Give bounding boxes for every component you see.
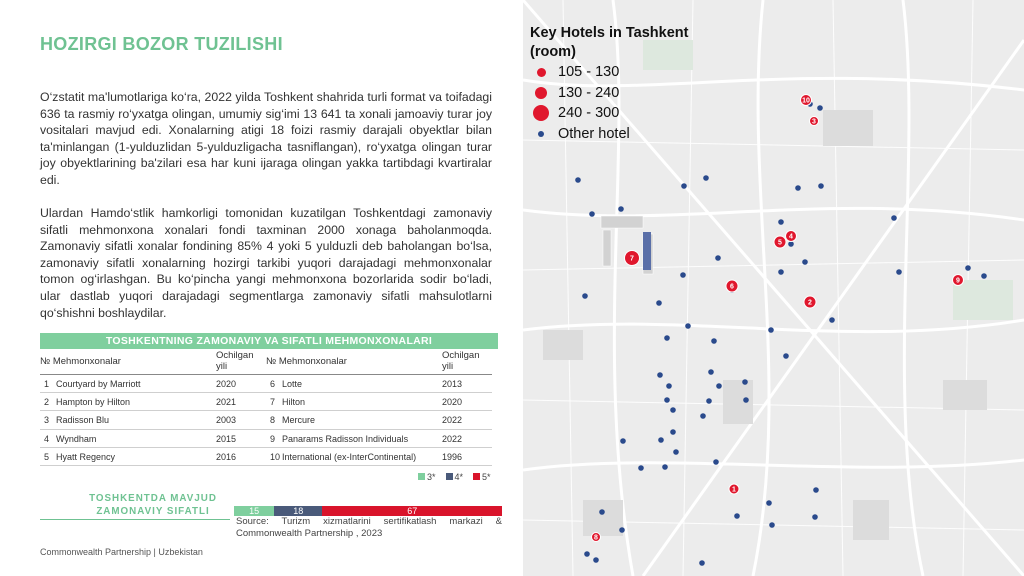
table-row xyxy=(266,430,492,448)
other-hotel-marker xyxy=(891,215,897,221)
bar-segment-0: 15 xyxy=(234,506,274,516)
column-header-name: № Mehmonxonalar xyxy=(266,356,347,367)
table-row xyxy=(40,448,266,466)
other-hotel-marker xyxy=(783,353,789,359)
legend-label: Other hotel xyxy=(558,125,630,142)
svg-text:3: 3 xyxy=(812,118,816,126)
opening-year: 2020 xyxy=(442,397,463,408)
row-number: 7 xyxy=(270,397,276,408)
other-hotel-marker xyxy=(662,464,668,470)
other-hotel-marker xyxy=(656,300,662,306)
row-number: 2 xyxy=(44,397,50,408)
other-hotel-marker xyxy=(768,327,774,333)
key-hotel-marker-6 xyxy=(726,280,738,292)
divider xyxy=(40,519,230,520)
other-hotel-marker xyxy=(742,379,748,385)
legend-item-130-240 xyxy=(530,83,688,104)
hotel-name: Hilton xyxy=(282,397,306,408)
other-hotel-marker xyxy=(795,185,801,191)
legend-item-105-130 xyxy=(530,62,688,83)
table-row xyxy=(266,375,492,393)
other-hotel-marker xyxy=(766,500,772,506)
other-hotel-marker xyxy=(619,527,625,533)
legend-label: 4* xyxy=(454,472,464,482)
column-header-name: № Mehmonxonalar xyxy=(40,356,121,367)
row-number: 3 xyxy=(44,415,50,426)
table-row xyxy=(40,393,266,411)
key-hotel-marker-7 xyxy=(625,251,640,266)
other-hotel-marker xyxy=(658,437,664,443)
opening-year: 2015 xyxy=(216,433,237,444)
table-row xyxy=(40,430,266,448)
paragraph-market-structure: O‘zstatit ma'lumotlariga ko‘ra, 2022 yilda Toshkent shahrida turli format va toifadagi 636 ta rasmiy ro‘yxatga olingan, umumiy sig‘imi 13 641 ta xonali jamoaviy turar joy vositalari mavjud edi. Xonalarning atigi 18 foizi rasmiy darajali obyektlar bilan ta'minlangan (1-yulduzlidan 5-yulduzligacha tasniflangan), ro‘yxatga olingan turar joy obyektlarining ba'zilari esa har kuni ijaraga olingan yakka tartibdagi kvartiralar edi. xyxy=(40,90,492,187)
legend-item-240-300 xyxy=(530,103,688,124)
map-legend-subtitle: (room) xyxy=(530,44,576,60)
svg-text:4: 4 xyxy=(789,233,793,241)
stacked-bar-label: TOSHKENTDA MAVJUD ZAMONAVIY SIFATLI xyxy=(89,493,217,517)
swatch-3-star xyxy=(418,473,425,480)
other-hotel-marker xyxy=(769,522,775,528)
svg-text:2: 2 xyxy=(808,299,812,307)
other-hotel-marker xyxy=(638,465,644,471)
other-hotel-marker xyxy=(582,293,588,299)
row-number: 10 xyxy=(270,451,281,462)
table-row xyxy=(266,411,492,429)
opening-year: 2013 xyxy=(442,379,463,389)
other-hotel-marker xyxy=(743,397,749,403)
legend-3-star xyxy=(418,472,436,482)
opening-year: 1996 xyxy=(442,451,463,462)
other-hotel-marker xyxy=(965,265,971,271)
opening-year: 2016 xyxy=(216,451,237,462)
bar-segment-2: 67 xyxy=(322,506,502,516)
other-hotel-marker xyxy=(812,514,818,520)
column-header-year: Ochilgan yili xyxy=(442,350,480,372)
other-hotel-marker xyxy=(818,183,824,189)
key-hotel-marker-1 xyxy=(729,484,739,494)
hotel-name: Mercure xyxy=(282,415,316,426)
row-number: 9 xyxy=(270,433,276,444)
key-hotel-marker-3 xyxy=(810,117,819,126)
swatch-4-star xyxy=(446,473,453,480)
hotel-name: Radisson Blu xyxy=(56,415,110,426)
other-hotel-marker xyxy=(813,487,819,493)
other-hotel-marker xyxy=(666,383,672,389)
hotel-table-left xyxy=(40,350,266,466)
opening-year: 2003 xyxy=(216,415,237,426)
table-row xyxy=(266,448,492,466)
other-hotel-marker xyxy=(778,219,784,225)
key-hotel-marker-5 xyxy=(774,236,786,248)
hotel-name: Panarams Radisson Individuals xyxy=(282,433,409,444)
key-hotel-marker-4 xyxy=(786,231,797,242)
other-hotel-marker xyxy=(716,383,722,389)
other-hotel-marker xyxy=(681,183,687,189)
large-dot-icon xyxy=(533,105,549,121)
other-hotel-marker xyxy=(670,407,676,413)
opening-year: 2022 xyxy=(442,433,463,444)
hotel-table-heading: TOSHKENTNING ZAMONAVIY VA SIFATLI MEHMONXONALARI xyxy=(40,333,498,349)
map-legend-title: Key Hotels in Tashkent xyxy=(530,25,689,41)
legend-4-star xyxy=(446,472,464,482)
other-hotel-marker xyxy=(703,175,709,181)
other-hotel-marker xyxy=(829,317,835,323)
other-hotel-marker xyxy=(680,272,686,278)
paragraph-modern-hotels: Ulardan Hamdo‘stlik hamkorligi tomonidan kuzatilgan Toshkentdagi zamonaviy sifatli mehmonxona xonalari fondi taxminan 2000 xonaga baholanmoqda. Zamonaviy sifatli xonalar fondining 85% 4 yoki 5 yulduzli deb baholangan bo‘lsa, zamonaviy sifatli xonalarning hozirgi tarkibi yuqori darajadagi mehmonxonalar tomon og‘irlashgan. Bu ko‘pincha yangi mehmonxona bozorlarida sodir bo‘ladi, ular dastlab yuqori darajadagi segmentlarga zamonaviy sifatli mahsulotlarni qo‘shishni boshlaydilar. xyxy=(40,206,492,320)
svg-text:10: 10 xyxy=(802,97,810,105)
key-hotel-marker-8 xyxy=(592,533,601,542)
page-title: HOZIRGI BOZOR TUZILISHI xyxy=(40,34,283,54)
footer: Commonwealth Partnership | Uzbekistan xyxy=(40,547,203,557)
opening-year: 2022 xyxy=(442,415,463,426)
other-hotel-marker xyxy=(734,513,740,519)
other-hotel-marker xyxy=(802,259,808,265)
legend-label: 105 - 130 xyxy=(558,64,620,81)
legend-item-other-hotel xyxy=(530,124,688,145)
hotel-name: International (ex-InterContinental) xyxy=(282,451,417,462)
table-row xyxy=(40,375,266,393)
other-hotel-marker xyxy=(584,551,590,557)
svg-text:7: 7 xyxy=(630,255,634,263)
other-hotel-marker xyxy=(711,338,717,344)
svg-text:5: 5 xyxy=(778,239,782,247)
other-hotel-marker xyxy=(593,557,599,563)
star-category-legend xyxy=(418,472,491,482)
swatch-5-star xyxy=(473,473,480,480)
key-hotel-marker-10 xyxy=(801,95,812,106)
other-hotel-marker xyxy=(664,335,670,341)
row-number: 1 xyxy=(44,379,50,389)
hotel-name: Hampton by Hilton xyxy=(56,397,131,408)
other-hotel-marker xyxy=(599,509,605,515)
other-hotel-marker xyxy=(817,105,823,111)
table-header xyxy=(40,350,266,375)
legend-label: 3* xyxy=(427,472,436,482)
row-number: 5 xyxy=(44,451,50,462)
other-hotel-marker xyxy=(778,269,784,275)
other-hotel-marker xyxy=(706,398,712,404)
hotel-name: Courtyard by Marriott xyxy=(56,379,141,389)
other-hotel-marker xyxy=(981,273,987,279)
hotel-name: Hyatt Regency xyxy=(56,451,116,462)
row-number: 8 xyxy=(270,415,276,426)
other-hotel-marker xyxy=(589,211,595,217)
hotel-name: Lotte xyxy=(282,379,303,389)
legend-label: 130 - 240 xyxy=(558,84,620,101)
svg-text:6: 6 xyxy=(730,283,734,291)
key-hotel-marker-9 xyxy=(953,275,964,286)
table-row xyxy=(40,411,266,429)
table-header xyxy=(266,350,492,375)
legend-label: 240 - 300 xyxy=(558,105,620,122)
row-number: 4 xyxy=(44,433,50,444)
other-hotel-marker xyxy=(708,369,714,375)
other-hotel-marker xyxy=(670,429,676,435)
other-hotel-marker xyxy=(673,449,679,455)
other-hotel-marker xyxy=(713,459,719,465)
other-hotel-marker xyxy=(700,413,706,419)
other-hotel-marker xyxy=(699,560,705,566)
other-hotel-marker xyxy=(715,255,721,261)
other-hotel-marker xyxy=(788,241,794,247)
svg-text:8: 8 xyxy=(594,534,598,542)
other-hotel-marker xyxy=(896,269,902,275)
other-hotel-marker xyxy=(620,438,626,444)
small-dot-icon xyxy=(537,68,546,77)
legend-label: 5* xyxy=(482,472,491,482)
other-hotel-marker xyxy=(575,177,581,183)
table-row xyxy=(266,393,492,411)
key-hotel-marker-2 xyxy=(804,296,816,308)
row-number: 6 xyxy=(270,379,276,389)
other-hotel-marker xyxy=(685,323,691,329)
hotel-table-right xyxy=(266,350,492,466)
medium-dot-icon xyxy=(535,87,547,99)
map-legend xyxy=(530,24,688,144)
opening-year: 2020 xyxy=(216,379,237,389)
source-note: Source: Turizm xizmatlarini sertifikatlash markazi & Commonwealth Partnership , 2023 xyxy=(236,516,502,539)
bar-segment-1: 18 xyxy=(274,506,322,516)
other-hotel-marker xyxy=(618,206,624,212)
other-hotel-marker xyxy=(657,372,663,378)
hotel-name: Wyndham xyxy=(56,433,97,444)
other-hotel-dot-icon xyxy=(538,131,544,137)
opening-year: 2021 xyxy=(216,397,237,408)
svg-text:9: 9 xyxy=(956,277,960,285)
other-hotel-marker xyxy=(664,397,670,403)
column-header-year: Ochilgan yili xyxy=(216,350,254,372)
legend-5-star xyxy=(473,472,491,482)
star-share-stacked-bar xyxy=(234,506,502,516)
svg-text:1: 1 xyxy=(732,486,736,494)
